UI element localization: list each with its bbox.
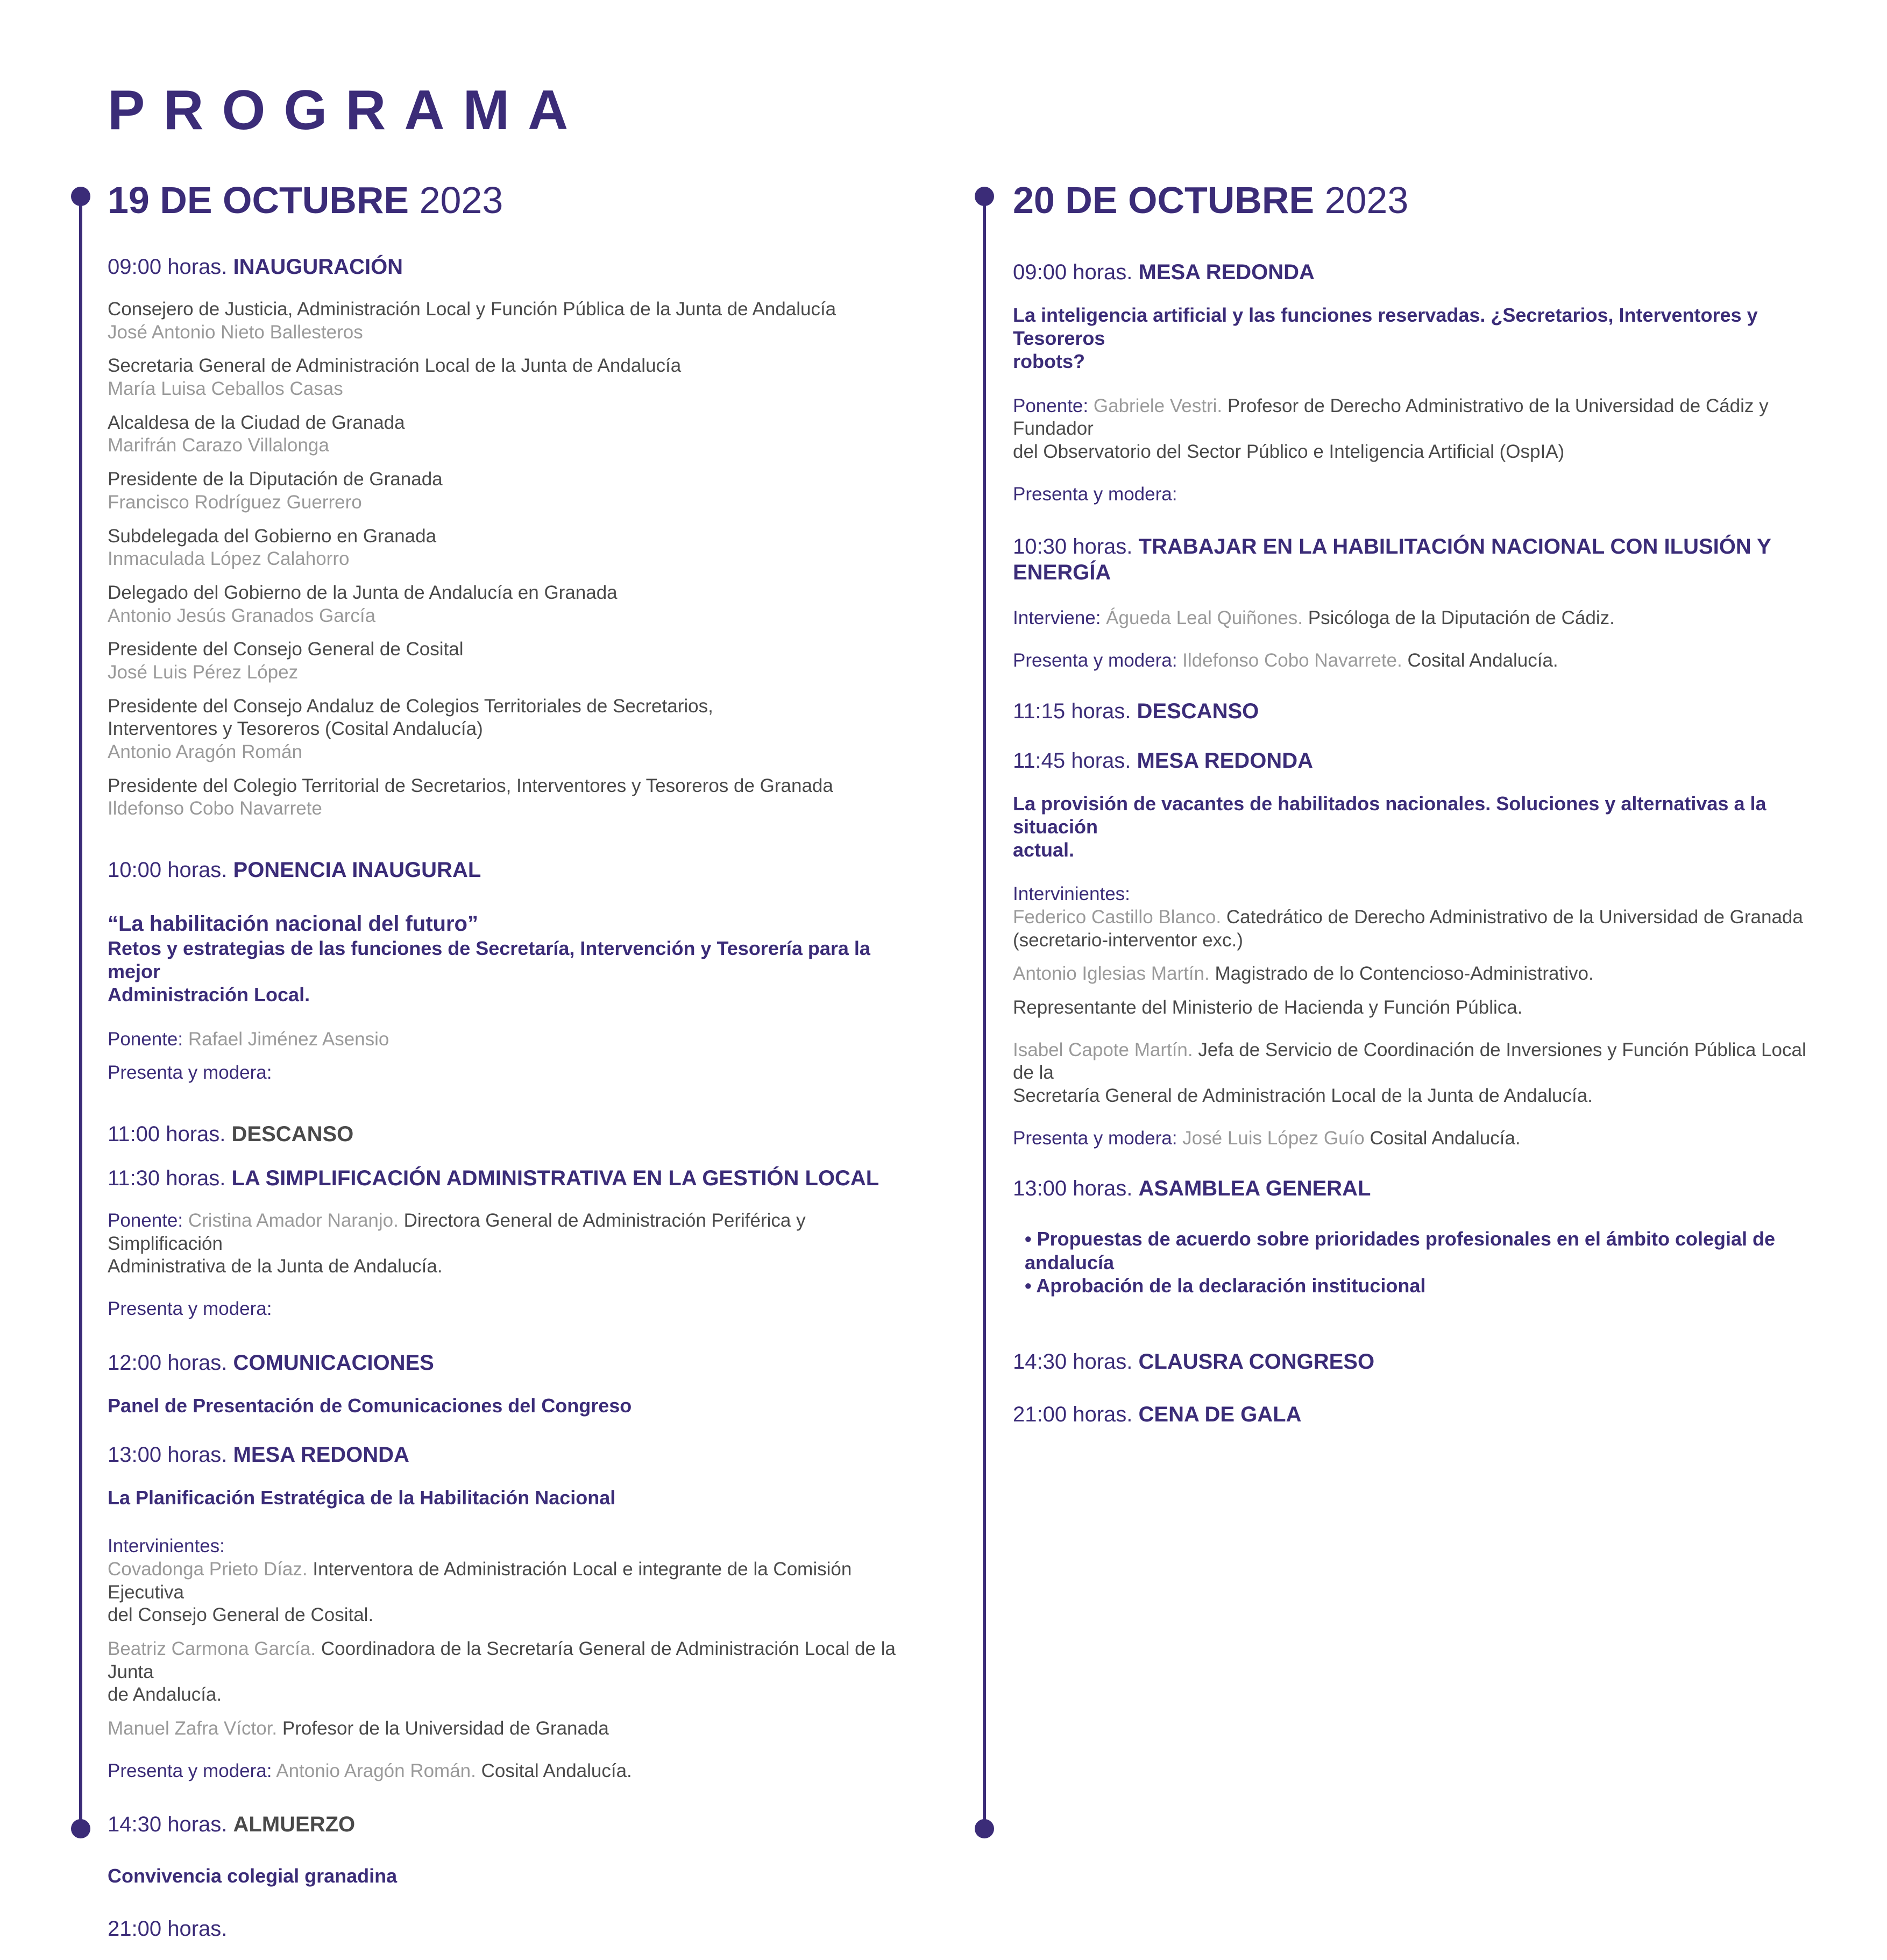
participant-desc: Interventora de Administración Local e integrante de la Comisión Ejecutiva [108, 1558, 852, 1603]
event-time: 09:00 horas. [108, 255, 228, 279]
speaker-role: Consejero de Justicia, Administración Local y Función Pública de la Junta de Andalucía [108, 299, 836, 320]
event-label: MESA REDONDA [1137, 748, 1313, 773]
event-time-row [1013, 1176, 1820, 1201]
ponente-desc-cont: del Observatorio del Sector Público e Inteligencia Artificial (OspIA) [1013, 441, 1565, 462]
presenta-org: Cosital Andalucía. [1370, 1127, 1521, 1149]
timeline-dot-bottom-day1 [71, 1819, 90, 1838]
page-title: PROGRAMA [108, 79, 587, 141]
participant-block [1013, 963, 1820, 986]
day-year: 2023 [419, 179, 503, 221]
event-time-row [108, 1165, 904, 1191]
event-label: DESCANSO [1137, 699, 1259, 723]
event-trabajar [1013, 534, 1820, 672]
event-time-row [108, 1121, 904, 1147]
timeline-line-day1 [79, 196, 82, 1821]
participant-desc: Coordinadora de la Secretaría General de Administración Local de la Junta [108, 1638, 896, 1682]
participant-line: Representante del Ministerio de Hacienda y Función Pública. [1013, 997, 1523, 1018]
presenta-name: Antonio Aragón Román. [276, 1760, 476, 1781]
participant-line [1013, 963, 1820, 986]
timeline-dot-top-day1 [71, 187, 90, 206]
participant-desc-cont: (secretario-interventor exc.) [1013, 929, 1243, 951]
ponente-block [108, 1209, 904, 1278]
day-date: 19 DE OCTUBRE [108, 179, 409, 221]
event-subtitle: Panel de Presentación de Comunicaciones del Congreso [108, 1394, 632, 1417]
event-label: INAUGURACIÓN [233, 255, 403, 279]
speaker-entry [108, 525, 904, 571]
ponente-name: Gabriele Vestri. [1093, 395, 1223, 416]
participant-name: Isabel Capote Martín. [1013, 1039, 1193, 1060]
presenta-label: Presenta y modera: [1013, 1127, 1177, 1149]
speaker-name: Francisco Rodríguez Guerrero [108, 491, 362, 513]
participant-block [1013, 883, 1820, 952]
asamblea-bullet-list [1013, 1227, 1820, 1297]
event-subtitle [108, 911, 904, 1007]
event-descanso [1013, 698, 1820, 724]
participant-line [108, 1558, 904, 1604]
event-time-row [1013, 1402, 1820, 1427]
presenta-label: Presenta y modera: [108, 1760, 272, 1781]
event-label: LA SIMPLIFICACIÓN ADMINISTRATIVA EN LA GESTIÓN LOCAL [231, 1166, 879, 1190]
speaker-entry [108, 638, 904, 684]
event-label: MESA REDONDA [233, 1442, 409, 1467]
speaker-name: Ildefonso Cobo Navarrete [108, 798, 322, 819]
ponente-label: Ponente: [1013, 395, 1089, 416]
event-label: PONENCIA INAUGURAL [233, 858, 481, 882]
event-subtitle-line: Retos y estrategias de las funciones de Secretaría, Intervención y Tesorería para la mejor [108, 937, 870, 983]
event-subtitle-line: actual. [1013, 839, 1075, 861]
presenta-org: Cosital Andalucía. [1407, 650, 1558, 671]
presenta-line [108, 1760, 904, 1783]
event-subtitle-line: “La habilitación nacional del futuro” [108, 912, 478, 936]
speaker-entry [108, 298, 904, 344]
day-heading [108, 178, 904, 223]
event-time: 14:30 horas. [1013, 1350, 1133, 1374]
participant-name: Covadonga Prieto Díaz. [108, 1558, 308, 1580]
day-date: 20 DE OCTUBRE [1013, 179, 1315, 221]
intervinientes-label: Intervinientes: [1013, 883, 1130, 905]
speaker-entry [108, 355, 904, 400]
event-time: 14:30 horas. [108, 1813, 228, 1837]
event-time-row [108, 857, 904, 883]
event-time-row [1013, 259, 1820, 285]
interviene-desc: Psicóloga de la Diputación de Cádiz. [1308, 607, 1615, 629]
event-time: 11:00 horas. [108, 1122, 226, 1146]
speaker-entry [108, 582, 904, 627]
event-almuerzo [108, 1812, 904, 1887]
speaker-entry [108, 775, 904, 820]
event-time-row [1013, 534, 1820, 585]
event-time: 11:15 horas. [1013, 699, 1131, 723]
presenta-line [1013, 1127, 1820, 1150]
participant-desc: Jefa de Servicio de Coordinación de Inversiones y Función Pública Local de la [1013, 1039, 1806, 1084]
event-time-row [108, 1350, 904, 1376]
event-mesa-redonda-vacantes [1013, 748, 1820, 1150]
timeline-line-day2 [983, 196, 986, 1821]
ponente-desc-cont: Administrativa de la Junta de Andalucía. [108, 1256, 443, 1277]
participant-line [108, 1717, 904, 1740]
presenta-line: Presenta y modera: [108, 1298, 272, 1320]
event-time: 11:30 horas. [108, 1166, 226, 1190]
speaker-entry [108, 695, 904, 764]
event-subtitle: La Planificación Estratégica de la Habilitación Nacional [108, 1486, 616, 1509]
event-time-row [108, 1442, 904, 1468]
event-label: CENA DE GALA [1138, 1403, 1302, 1426]
event-subtitle-line: Administración Local. [108, 983, 310, 1006]
participant-desc: Catedrático de Derecho Administrativo de la Universidad de Granada [1226, 906, 1803, 928]
presenta-org: Cosital Andalucía. [481, 1760, 632, 1781]
event-label: MESA REDONDA [1138, 260, 1315, 284]
participant-desc-cont: del Consejo General de Cosital. [108, 1604, 374, 1626]
event-subtitle-line: La inteligencia artificial y las funciones reservadas. ¿Secretarios, Interventores y Tesoreros [1013, 304, 1758, 350]
speaker-name: Antonio Aragón Román [108, 741, 302, 762]
intervinientes-label: Intervinientes: [108, 1536, 225, 1557]
speaker-name: Marifrán Carazo Villalonga [108, 435, 329, 456]
timeline-dot-top-day2 [975, 187, 994, 206]
participant-desc-cont: de Andalucía. [108, 1684, 222, 1706]
event-time: 21:00 horas. [108, 1916, 228, 1941]
presenta-label: Presenta y modera: [1013, 650, 1177, 671]
presenta-line: Presenta y modera: [108, 1062, 272, 1084]
list-item: • Aprobación de la declaración institucional [1025, 1274, 1820, 1297]
ponente-line [108, 1028, 904, 1051]
interviene-name: Águeda Leal Quiñones. [1106, 607, 1303, 629]
speaker-role: Delegado del Gobierno de la Junta de Andalucía en Granada [108, 582, 618, 603]
event-subtitle [1013, 792, 1820, 862]
event-time: 13:00 horas. [1013, 1177, 1133, 1201]
event-time: 09:00 horas. [1013, 260, 1133, 284]
event-time-row [1013, 1349, 1820, 1375]
timeline-dot-bottom-day2 [975, 1819, 994, 1838]
event-label: TRABAJAR EN LA HABILITACIÓN NACIONAL CON ILUSIÓN Y ENERGÍA [1013, 535, 1771, 585]
interviene-line [1013, 607, 1820, 630]
interviene-label: Interviene: [1013, 607, 1101, 629]
presenta-name: José Luis López Guío [1182, 1127, 1365, 1149]
speaker-entry [108, 468, 904, 514]
ponente-block [1013, 395, 1820, 464]
participant-block [108, 1535, 904, 1627]
speaker-role-cont: Interventores y Tesoreros (Cosital Andalucía) [108, 718, 483, 740]
event-subtitle-line: robots? [1013, 350, 1085, 373]
presenta-name: Ildefonso Cobo Navarrete. [1182, 650, 1402, 671]
participant-block [108, 1638, 904, 1707]
ponente-label: Ponente: [108, 1210, 183, 1231]
event-label: COMUNICACIONES [233, 1350, 434, 1375]
event-descanso [108, 1121, 904, 1147]
event-mesa-redonda [108, 1442, 904, 1782]
presenta-line [1013, 649, 1820, 673]
event-cena-de-gala [1013, 1402, 1820, 1427]
event-clausura [1013, 1349, 1820, 1375]
event-time: 10:30 horas. [1013, 535, 1133, 559]
event-time-row [108, 254, 904, 280]
speaker-name: Inmaculada López Calahorro [108, 548, 350, 570]
event-time: 13:00 horas. [108, 1442, 228, 1467]
speaker-name: Antonio Jesús Granados García [108, 605, 376, 626]
event-time: 12:00 horas. [108, 1350, 228, 1375]
participant-desc-cont: Secretaría General de Administración Local de la Junta de Andalucía. [1013, 1085, 1593, 1107]
ponente-line [1013, 395, 1820, 441]
event-label: CLAUSRA CONGRESO [1138, 1350, 1375, 1374]
ponente-desc: Directora General de Administración Periférica y Simplificación [108, 1210, 806, 1254]
ponente-name: Rafael Jiménez Asensio [188, 1028, 389, 1050]
participant-desc: Magistrado de lo Contencioso-Administrativo. [1215, 963, 1594, 985]
participant-name: Manuel Zafra Víctor. [108, 1717, 278, 1739]
event-label: ALMUERZO [233, 1813, 356, 1837]
participant-line [1013, 1039, 1820, 1085]
day-heading [1013, 178, 1820, 223]
speaker-name: José Antonio Nieto Ballesteros [108, 321, 363, 343]
event-subtitle [1013, 303, 1820, 373]
event-simplificacion [108, 1165, 904, 1321]
speaker-role: Presidente del Consejo Andaluz de Colegios Territoriales de Secretarios, [108, 695, 713, 717]
event-time: 21:00 horas. [1013, 1403, 1133, 1426]
day-column-20-octubre [1013, 178, 1820, 1446]
speaker-role: Alcaldesa de la Ciudad de Granada [108, 412, 405, 433]
event-inauguracion [108, 254, 904, 820]
speaker-role: Presidente del Consejo General de Cosital [108, 639, 464, 660]
speaker-role: Secretaria General de Administración Local de la Junta de Andalucía [108, 355, 682, 377]
ponente-name: Cristina Amador Naranjo. [188, 1210, 399, 1231]
event-time-row [1013, 698, 1820, 724]
ponente-label: Ponente: [108, 1028, 183, 1050]
speaker-role: Presidente de la Diputación de Granada [108, 469, 443, 490]
event-time-row [108, 1812, 904, 1837]
day-column-19-octubre [108, 178, 904, 1960]
participant-name: Antonio Iglesias Martín. [1013, 963, 1210, 985]
list-item: • Propuestas de acuerdo sobre prioridades profesionales en el ámbito colegial de andalucía [1025, 1227, 1820, 1273]
speaker-role: Subdelegada del Gobierno en Granada [108, 525, 437, 547]
ponente-desc: Profesor de Derecho Administrativo de la Universidad de Cádiz y Fundador [1013, 395, 1769, 440]
participant-name: Beatriz Carmona García. [108, 1638, 316, 1659]
event-subtitle: Convivencia colegial granadina [108, 1865, 398, 1887]
speaker-entry [108, 412, 904, 457]
presenta-line: Presenta y modera: [1013, 483, 1177, 505]
event-ponencia-inaugural [108, 857, 904, 1085]
event-label: ASAMBLEA GENERAL [1138, 1177, 1371, 1201]
speaker-name: María Luisa Ceballos Casas [108, 378, 343, 400]
event-cena [108, 1916, 904, 1942]
participant-desc: Profesor de la Universidad de Granada [282, 1717, 609, 1739]
event-time: 10:00 horas. [108, 858, 228, 882]
ponente-line [108, 1209, 904, 1255]
event-comunicaciones [108, 1350, 904, 1417]
event-subtitle-line: La provisión de vacantes de habilitados nacionales. Soluciones y alternativas a la situación [1013, 792, 1767, 838]
event-asamblea-general [1013, 1176, 1820, 1297]
event-time-row [1013, 748, 1820, 774]
speaker-role: Presidente del Colegio Territorial de Secretarios, Interventores y Tesoreros de Granada [108, 775, 833, 796]
event-time-row [108, 1916, 904, 1942]
participant-block [108, 1717, 904, 1740]
participant-name: Federico Castillo Blanco. [1013, 906, 1222, 928]
event-mesa-redonda-ia [1013, 259, 1820, 506]
participant-block [1013, 1039, 1820, 1108]
event-label: DESCANSO [231, 1122, 354, 1146]
participant-line [1013, 906, 1820, 929]
event-time: 11:45 horas. [1013, 748, 1131, 773]
day-year: 2023 [1324, 179, 1409, 221]
speaker-name: José Luis Pérez López [108, 661, 299, 683]
participant-line [108, 1638, 904, 1683]
